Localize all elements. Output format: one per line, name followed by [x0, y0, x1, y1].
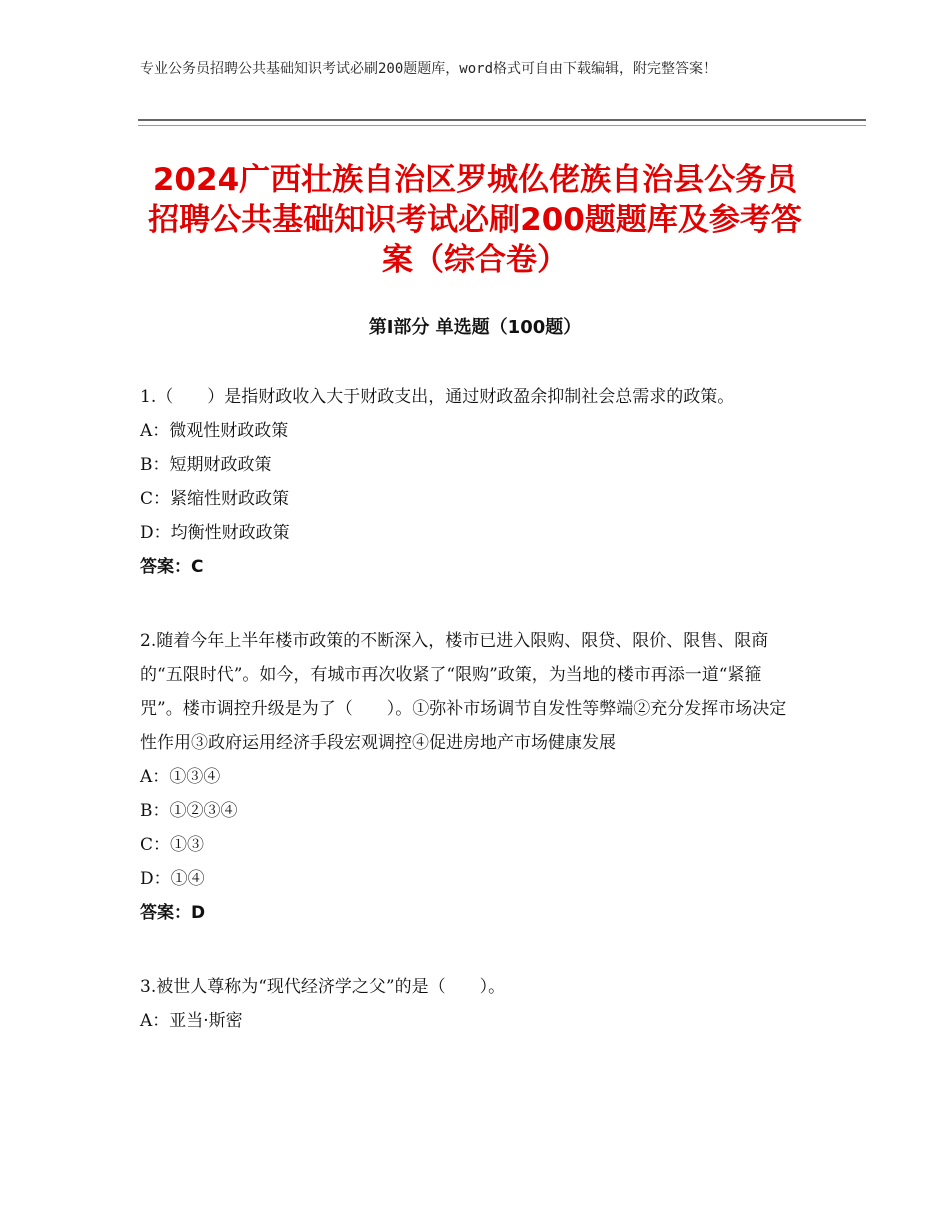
option-b: B：短期财政政策 [140, 455, 272, 475]
answer: 答案：D [140, 903, 206, 923]
option-a: A：亚当·斯密 [140, 1011, 243, 1031]
question-2 [140, 624, 800, 930]
option-c: C：①③ [140, 835, 205, 855]
option-c: C：紧缩性财政政策 [140, 489, 290, 509]
question-1 [140, 380, 800, 584]
question-list [140, 380, 800, 1078]
document-title: 2024广西壮族自治区罗城仫佬族自治县公务员招聘公共基础知识考试必刷200题题库及参考答案（综合卷） [148, 162, 802, 278]
question-stem: 1.（ ）是指财政收入大于财政支出，通过财政盈余抑制社会总需求的政策。 [140, 387, 735, 407]
answer: 答案：C [140, 557, 204, 577]
question-stem: 3.被世人尊称为“现代经济学之父”的是（ ）。 [140, 977, 506, 997]
section-title: 第Ⅰ部分 单选题（100题） [368, 317, 582, 338]
option-d: D：均衡性财政政策 [140, 523, 290, 543]
option-b: B：①②③④ [140, 801, 238, 821]
header-rule-thick [138, 119, 866, 121]
header-note: 专业公务员招聘公共基础知识考试必刷200题题库，word格式可自由下载编辑，附完整答案！ [140, 61, 717, 77]
question-stem: 2.随着今年上半年楼市政策的不断深入，楼市已进入限购、限贷、限价、限售、限商的“五限时代”。如今，有城市再次收紧了“限购”政策，为当地的楼市再添一道“紧箍咒”。楼市调控升级是为了（ ）。①弥补市场调节自发性等弊端②充分发挥市场决定性作用③政府运用经济手段宏观调控④促进房地产市场健康发展 [140, 631, 787, 753]
option-a: A：①③④ [140, 767, 221, 787]
option-a: A：微观性财政政策 [140, 421, 289, 441]
option-d: D：①④ [140, 869, 205, 889]
question-3 [140, 970, 800, 1038]
header-rule-thin [138, 125, 866, 126]
